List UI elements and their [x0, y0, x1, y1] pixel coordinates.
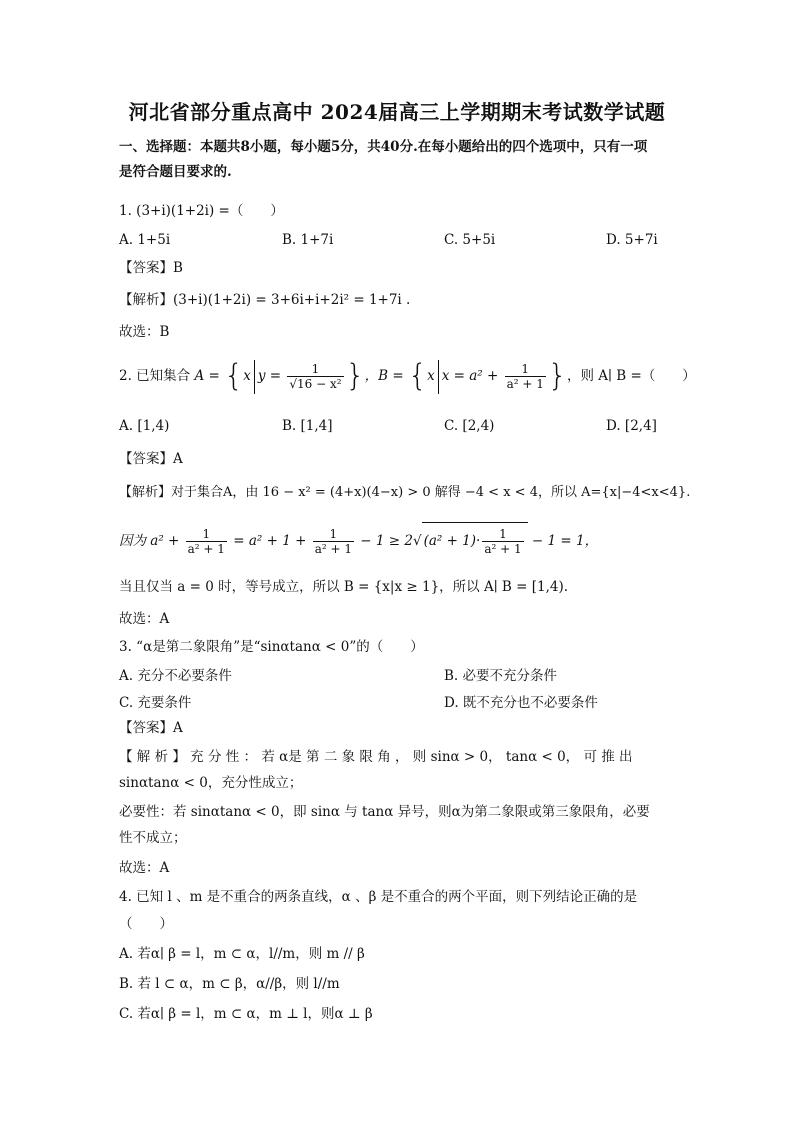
sqrt-content: (a² + 1)· — [423, 533, 481, 549]
analysis-2-mid1: = a² + 1 + — [228, 533, 311, 549]
question-4-option-c: C. 若α∣ β = l，m ⊂ α，m ⊥ l，则α ⊥ β — [119, 1006, 373, 1022]
left-brace-icon: { — [407, 358, 428, 394]
question-4-option-b: B. 若 l ⊂ α，m ⊂ β，α//β，则 l//m — [119, 976, 340, 992]
question-1-stem: 1. (3+i)(1+2i) =（ ） — [119, 203, 284, 219]
set-b-fraction — [505, 362, 546, 391]
question-4-stem-line2: （ ） — [119, 916, 173, 932]
set-b-label: ，B = — [364, 368, 408, 384]
question-2-option-a: A. [1,4) — [119, 418, 170, 434]
right-brace-icon: } — [547, 358, 567, 394]
question-1-option-c: C. 5+5i — [444, 232, 496, 248]
set-a-fraction — [287, 362, 343, 391]
question-2-analysis-1: 【解析】对于集合A，由 16 − x² = (4+x)(4−x) > 0 解得 −4 < x < 4，所以 A={x|−4<x<4}. — [119, 485, 691, 500]
question-2-option-d: D. [2,4] — [606, 418, 657, 434]
set-a-fraction-num: 1 — [287, 362, 343, 377]
question-3-option-b: B. 必要不充分条件 — [444, 668, 558, 684]
question-3-option-a: A. 充分不必要条件 — [119, 668, 232, 684]
question-3-stem: 3. “α是第二象限角”是“sinαtanα < 0”的（ ） — [119, 639, 424, 655]
analysis-2-prefix: 因为 a² + — [119, 533, 184, 549]
fraction-num: 1 — [313, 527, 354, 542]
set-b-fraction-den: a² + 1 — [506, 377, 544, 391]
question-1-analysis: 【解析】(3+i)(1+2i) = 3+6i+i+2i² = 1+7i . — [119, 292, 411, 308]
fraction-den: a² + 1 — [314, 542, 352, 556]
question-1-option-b: B. 1+7i — [282, 232, 334, 248]
question-3-conclusion: 故选：A — [119, 860, 170, 876]
question-1-answer: 【答案】B — [119, 260, 183, 276]
set-b-cond: x = a² + — [441, 368, 503, 384]
question-3-answer: 【答案】A — [119, 720, 183, 736]
question-1-conclusion: 故选：B — [119, 324, 170, 340]
question-2-answer: 【答案】A — [119, 451, 183, 467]
fraction-num: 1 — [482, 527, 523, 542]
question-3-option-c: C. 充要条件 — [119, 695, 192, 711]
question-3-option-d: D. 既不充分也不必要条件 — [444, 695, 598, 711]
set-b-var: x — [427, 368, 435, 384]
set-a-fraction-den: √16 − x² — [289, 377, 342, 391]
right-brace-icon: } — [345, 358, 365, 394]
analysis-fraction-1 — [186, 527, 227, 556]
set-divider — [438, 360, 439, 394]
question-1-option-a: A. 1+5i — [119, 232, 171, 248]
question-2-analysis-3: 当且仅当 a = 0 时，等号成立，所以 B = {x|x ≥ 1}，所以 A∣ B = [1,4). — [119, 579, 569, 595]
question-2-prefix: 2. 已知集合 — [119, 368, 195, 384]
set-divider — [254, 360, 255, 394]
question-1-option-d: D. 5+7i — [606, 232, 658, 248]
set-b-fraction-num: 1 — [505, 362, 546, 377]
question-2-stem — [119, 356, 696, 397]
sqrt-icon: √ — [412, 533, 422, 549]
left-brace-icon: { — [224, 358, 244, 394]
fraction-den: a² + 1 — [484, 542, 522, 556]
analysis-2-mid2: − 1 ≥ 2 — [355, 533, 413, 549]
question-3-analysis-2: sinαtanα < 0，充分性成立； — [119, 775, 303, 791]
question-2-option-b: B. [1,4] — [282, 418, 333, 434]
analysis-fraction-3 — [482, 527, 523, 556]
analysis-fraction-2 — [313, 527, 354, 556]
question-3-analysis-3: 必要性：若 sinαtanα < 0，即 sinα 与 tanα 异号，则α为第二象限或第三象限角，必要 — [119, 804, 650, 820]
sqrt-body — [422, 522, 528, 559]
question-3-analysis-1: 【 解 析 】 充 分 性 ： 若 α是 第 二 象 限 角 ， 则 sinα > 0， tanα < 0， 可 推 出 — [119, 749, 633, 765]
question-2-option-c: C. [2,4) — [444, 418, 495, 434]
question-3-analysis-4: 性不成立； — [119, 830, 187, 846]
set-a-cond: y = — [257, 368, 286, 384]
question-4-option-a: A. 若α∣ β = l，m ⊂ α，l//m，则 m // β — [119, 946, 365, 962]
question-2-conclusion: 故选：A — [119, 611, 170, 627]
fraction-num: 1 — [186, 527, 227, 542]
section-instructions-line2: 是符合题目要求的. — [119, 164, 232, 180]
analysis-2-suffix: − 1 = 1， — [527, 533, 599, 549]
question-2-analysis-2 — [119, 522, 679, 559]
section-instructions-line1: 一、选择题：本题共8小题，每小题5分，共40分.在每小题给出的四个选项中，只有一项 — [119, 139, 648, 155]
set-a-label: A = — [194, 368, 225, 384]
fraction-den: a² + 1 — [187, 542, 225, 556]
question-2-suffix: ，则 A∣ B =（ ） — [566, 368, 696, 384]
set-a-var: x — [243, 368, 251, 384]
page-title: 河北省部分重点高中 2024届高三上学期期末考试数学试题 — [128, 100, 666, 124]
question-4-stem-line1: 4. 已知 l 、m 是不重合的两条直线，α 、β 是不重合的两个平面，则下列结论正确的是 — [119, 889, 638, 905]
